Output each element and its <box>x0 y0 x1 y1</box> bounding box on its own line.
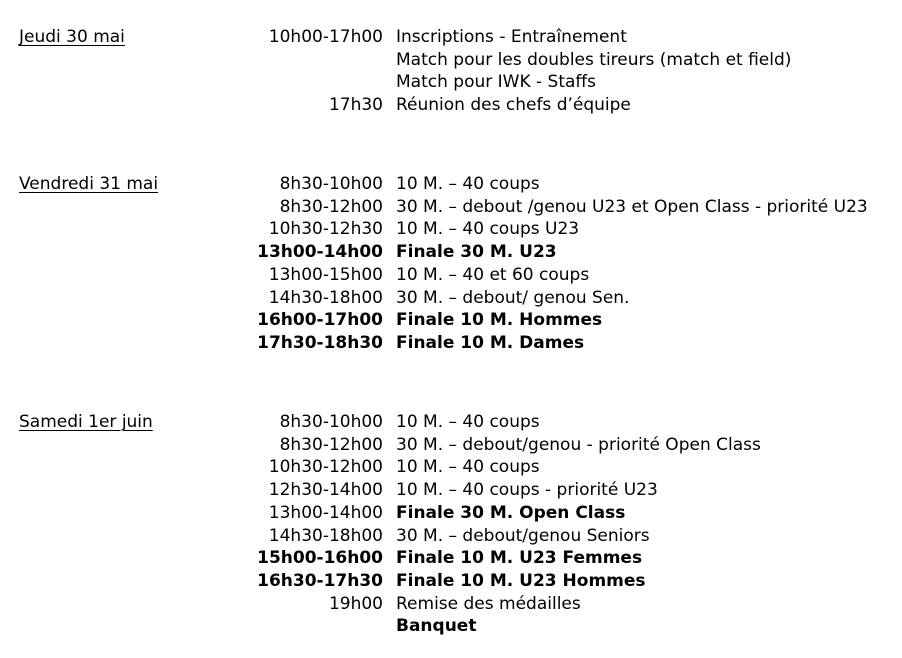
event-time: 8h30-12h00 <box>279 434 383 455</box>
event-description: Inscriptions - Entraînement <box>396 27 627 47</box>
event-row <box>0 547 902 570</box>
event-time: 17h30-18h30 <box>257 332 383 353</box>
event-row <box>0 218 902 241</box>
event-row <box>0 570 902 593</box>
event-description: 30 M. – debout/genou - priorité Open Class <box>396 434 761 455</box>
event-time: 14h30-18h00 <box>268 287 383 308</box>
event-row <box>0 173 902 196</box>
event-row <box>0 196 902 219</box>
event-time: 8h30-10h00 <box>279 412 383 432</box>
event-row <box>0 26 902 49</box>
event-description: Finale 30 M. U23 <box>396 242 557 263</box>
event-description: 10 M. – 40 coups <box>396 457 540 478</box>
event-time: 16h00-17h00 <box>257 310 383 331</box>
event-description: Réunion des chefs d’équipe <box>396 95 631 116</box>
event-time: 10h30-12h00 <box>268 457 383 478</box>
day-label: Jeudi 30 mai <box>19 27 125 47</box>
event-time: 8h30-12h00 <box>279 196 383 217</box>
event-time: 12h30-14h00 <box>268 480 383 501</box>
day-label: Vendredi 31 mai <box>19 174 159 194</box>
event-row <box>0 411 902 434</box>
event-description: 30 M. – debout/genou Seniors <box>396 525 650 546</box>
event-time: 10h30-12h30 <box>268 219 383 240</box>
event-row <box>0 287 902 310</box>
event-time: 14h30-18h00 <box>268 525 383 546</box>
event-row <box>0 309 902 332</box>
event-time: 19h00 <box>328 593 383 614</box>
event-row <box>0 49 902 72</box>
event-row <box>0 94 902 117</box>
event-time: 10h00-17h00 <box>268 27 383 47</box>
event-row <box>0 71 902 94</box>
event-row <box>0 241 902 264</box>
event-row <box>0 434 902 457</box>
event-row <box>0 525 902 548</box>
event-description: 10 M. – 40 coups <box>396 412 540 432</box>
event-time: 13h00-15h00 <box>268 264 383 285</box>
event-description: Remise des médailles <box>396 593 581 614</box>
event-description: Finale 10 M. U23 Femmes <box>396 548 643 569</box>
event-row <box>0 593 902 616</box>
event-description: 10 M. – 40 et 60 coups <box>396 264 590 285</box>
event-description: 10 M. – 40 coups - priorité U23 <box>396 480 658 501</box>
event-time: 17h30 <box>328 95 383 116</box>
event-description: Finale 30 M. Open Class <box>396 502 626 523</box>
event-row <box>0 456 902 479</box>
event-row <box>0 264 902 287</box>
event-time: 13h00-14h00 <box>268 502 383 523</box>
event-description: Match pour IWK - Staffs <box>396 72 596 93</box>
event-description: Banquet <box>396 616 477 637</box>
event-description: 30 M. – debout /genou U23 et Open Class - priorité U23 <box>396 196 868 217</box>
event-time: 8h30-10h00 <box>279 174 383 194</box>
event-description: 10 M. – 40 coups <box>396 174 540 194</box>
event-description: Finale 10 M. U23 Hommes <box>396 570 646 591</box>
event-row <box>0 479 902 502</box>
day-label: Samedi 1er juin <box>19 412 153 432</box>
event-time: 15h00-16h00 <box>257 548 383 569</box>
event-description: 10 M. – 40 coups U23 <box>396 219 580 240</box>
event-row <box>0 332 902 355</box>
event-time: 16h30-17h30 <box>257 570 383 591</box>
event-row <box>0 502 902 525</box>
event-description: 30 M. – debout/ genou Sen. <box>396 287 630 308</box>
event-description: Finale 10 M. Hommes <box>396 310 603 331</box>
event-description: Match pour les doubles tireurs (match et field) <box>396 49 792 70</box>
event-row <box>0 615 902 638</box>
event-time: 13h00-14h00 <box>257 242 383 263</box>
event-description: Finale 10 M. Dames <box>396 332 585 353</box>
